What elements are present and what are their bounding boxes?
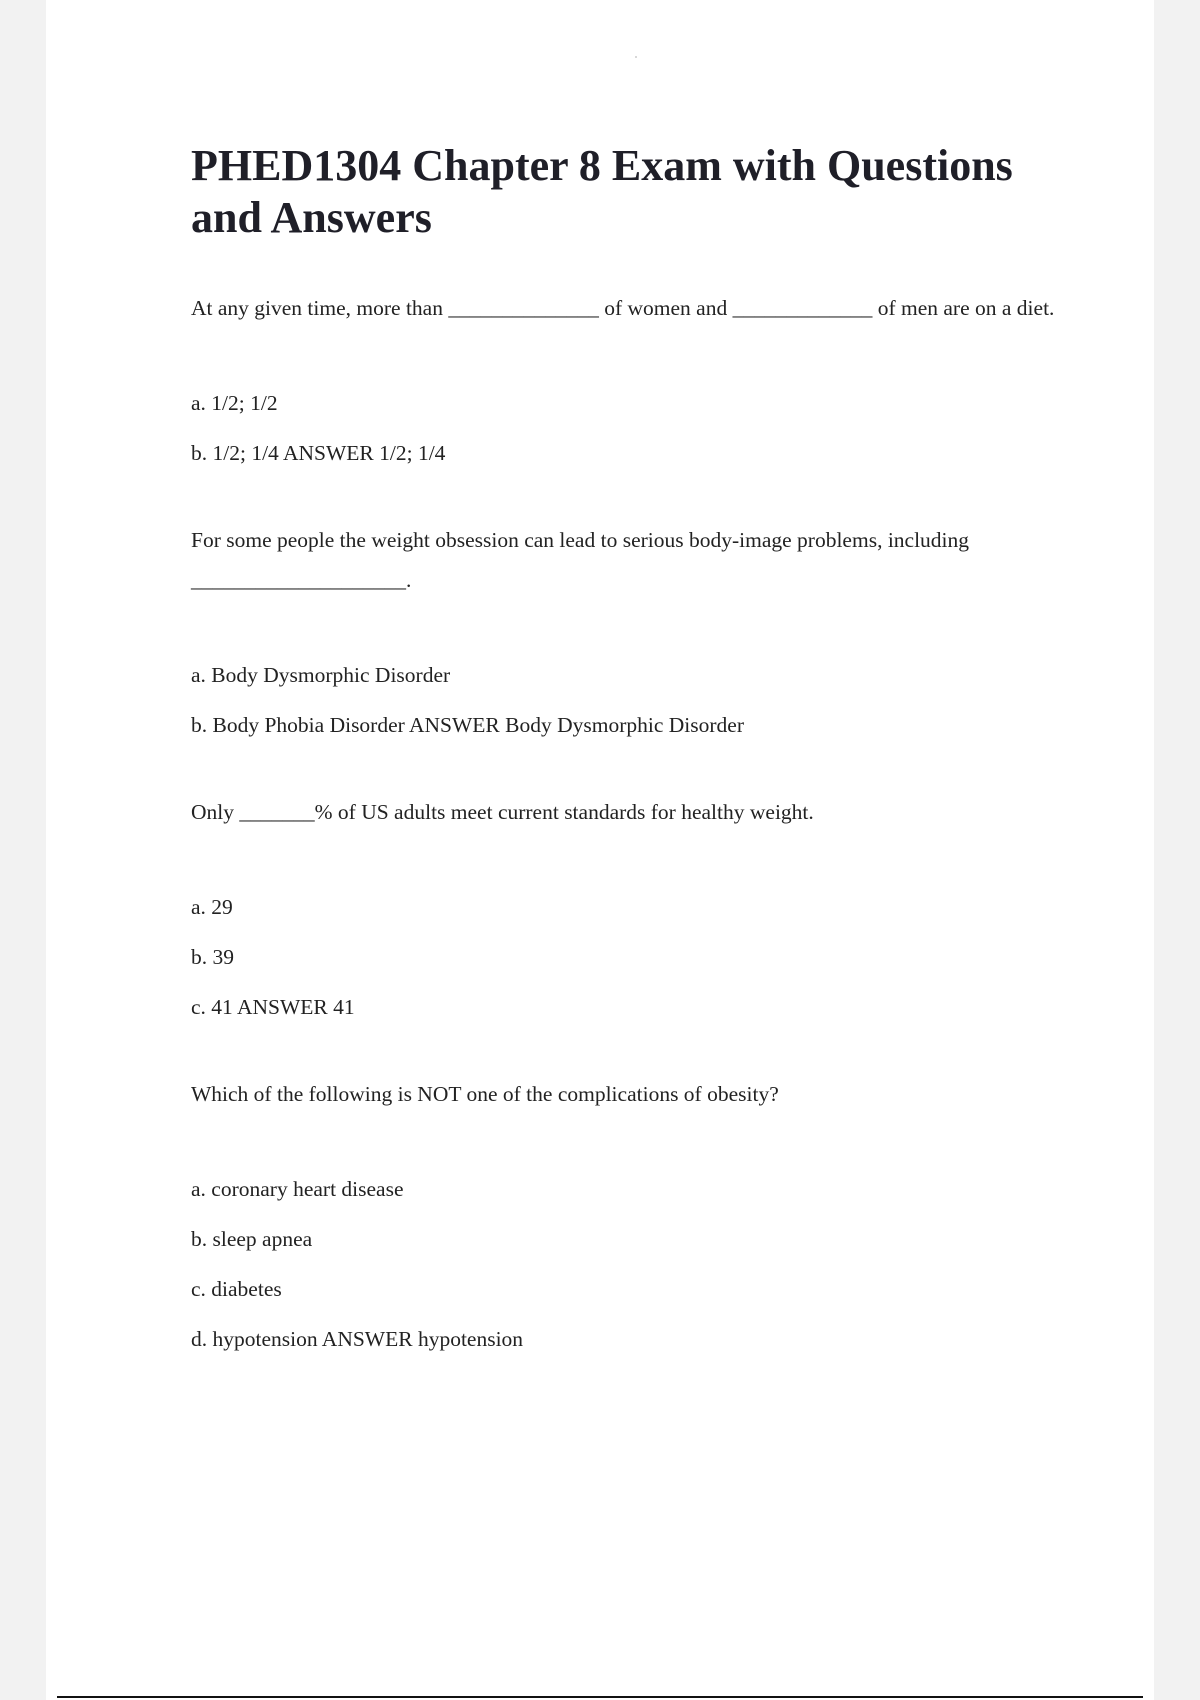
answer-option: a. Body Dysmorphic Disorder <box>191 663 451 687</box>
document-content <box>191 140 1091 1406</box>
answer-option: c. diabetes <box>191 1277 282 1301</box>
answer-option: a. coronary heart disease <box>191 1177 404 1201</box>
question-block-4 <box>191 1074 1091 1352</box>
question-block-1 <box>191 288 1091 466</box>
answer-options <box>191 894 1091 1020</box>
answer-option: c. 41 ANSWER 41 <box>191 995 355 1019</box>
page-speck <box>635 56 637 58</box>
document-page <box>46 0 1154 1700</box>
answer-option: d. hypotension ANSWER hypotension <box>191 1327 524 1351</box>
page-bottom-divider <box>57 1696 1143 1698</box>
question-text: Which of the following is NOT one of the complications of obesity? <box>191 1082 779 1106</box>
answer-option: b. sleep apnea <box>191 1227 313 1251</box>
answer-option: a. 29 <box>191 895 233 919</box>
question-text: Only _______% of US adults meet current standards for healthy weight. <box>191 800 814 824</box>
answer-option: b. 39 <box>191 945 234 969</box>
question-block-2 <box>191 520 1091 738</box>
answer-option: a. 1/2; 1/2 <box>191 391 278 415</box>
answer-option: b. Body Phobia Disorder ANSWER Body Dysmorphic Disorder <box>191 713 744 737</box>
answer-options <box>191 662 1091 738</box>
question-text: At any given time, more than ______________ of women and _____________ of men are on a diet. <box>191 296 1055 320</box>
answer-options <box>191 1176 1091 1352</box>
document-title: PHED1304 Chapter 8 Exam with Questions and Answers <box>191 141 1013 242</box>
question-text: For some people the weight obsession can lead to serious body-image problems, including ____________________. <box>191 528 970 592</box>
answer-options <box>191 390 1091 466</box>
answer-option: b. 1/2; 1/4 ANSWER 1/2; 1/4 <box>191 441 446 465</box>
question-block-3 <box>191 792 1091 1020</box>
